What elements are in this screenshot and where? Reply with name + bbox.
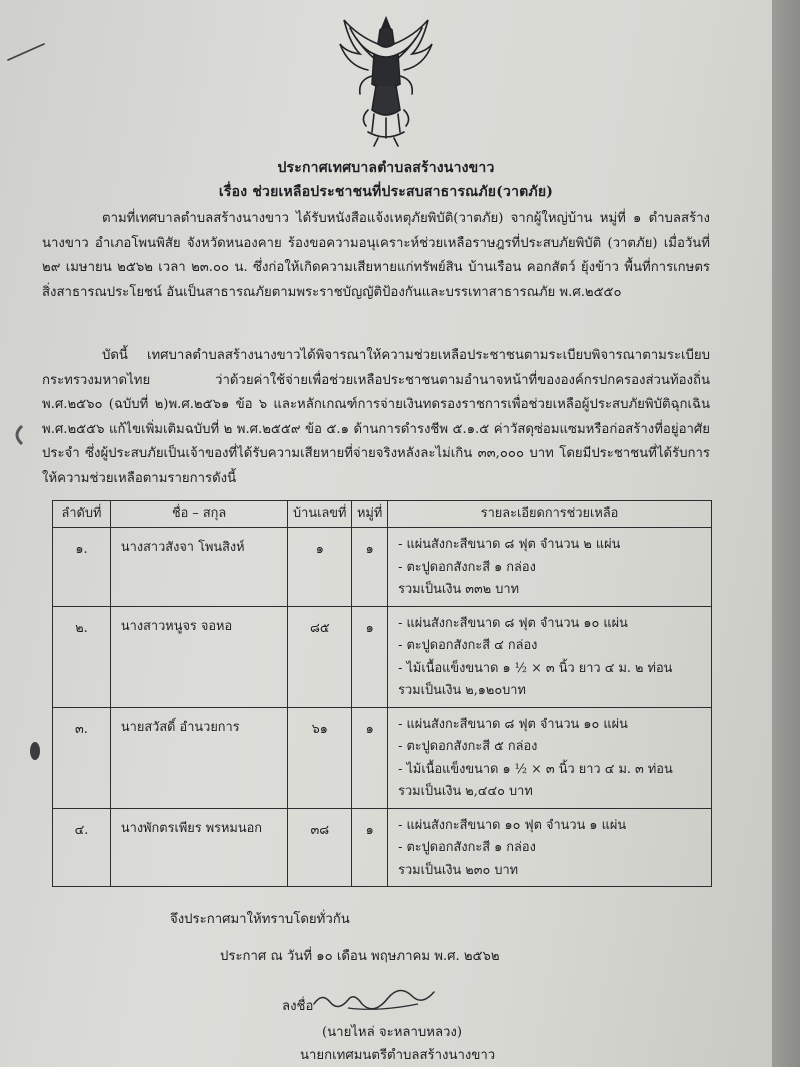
- row-house-no: ๑: [288, 528, 352, 607]
- row-assistance-detail: [388, 808, 712, 887]
- header-assistance-detail: รายละเอียดการช่วยเหลือ: [388, 501, 712, 528]
- signature-label: ลงชื่อ: [282, 999, 314, 1014]
- row-village-no: ๑: [352, 808, 388, 887]
- table-row: [53, 707, 712, 808]
- punch-hole-mark: [28, 740, 42, 762]
- paragraph-assistance: บัดนี้ เทศบาลตำบลสร้างนางขาวได้พิจารณาให้ความช่วยเหลือประชาชนตามระเบียบพิจารณาตามระเบียบกระทรวงมหาดไทย ว่าด้วยค่าใช้จ่ายเพื่อช่วยเหลือประชาชนตามอำนาจหน้าที่ขององค์กรปกครองส่วนท้องถิ่น พ.ศ.๒๕๖๐ (ฉบับที่ ๒)พ.ศ.๒๕๖๑ ข้อ ๖ และหลักเกณฑ์การจ่ายเงินทดรองราชการเพื่อช่วยเหลือผู้ประสบภัยพิบัติฉุกเฉิน พ.ศ.๒๕๕๖ แก้ไขเพิ่มเติมฉบับที่ ๒ พ.ศ.๒๕๕๙ ข้อ ๕.๑ ด้านการดำรงชีพ ๕.๑.๕ ค่าวัสดุซ่อมแซมหรือก่อสร้างที่อยู่อาศัยประจำ ซึ่งผู้ประสบภัยเป็นเจ้าของที่ได้รับความเสียหายที่จ่ายจริงหลังละไม่เกิน ๓๓,๐๐๐ บาท โดยมีประชาชนที่ได้รับการให้ความช่วยเหลือตามรายการดังนี้: [42, 348, 710, 486]
- detail-line: - แผ่นสังกะสีขนาด ๘ ฟุต จำนวน ๑๐ แผ่น: [398, 716, 628, 732]
- row-assistance-detail: [388, 707, 712, 808]
- table-header-row: [53, 501, 712, 528]
- punch-hole-mark: [10, 424, 24, 446]
- row-assistance-detail: [388, 528, 712, 607]
- garuda-emblem: [338, 14, 434, 148]
- detail-total: รวมเป็นเงิน ๒,๑๒๐บาท: [398, 683, 526, 698]
- header-house-no: บ้านเลขที่: [288, 501, 352, 528]
- row-village-no: ๑: [352, 528, 388, 607]
- detail-line: - แผ่นสังกะสีขนาด ๘ ฟุต จำนวน ๒ แผ่น: [398, 537, 621, 552]
- row-assistance-detail: [388, 606, 712, 707]
- detail-line: - ตะปูดอกสังกะสี ๕ กล่อง: [398, 739, 538, 754]
- announcement-date: ประกาศ ณ วันที่ ๑๐ เดือน พฤษภาคม พ.ศ. ๒๕๖๒: [220, 949, 500, 964]
- table-row: [53, 528, 712, 607]
- detail-line: - ตะปูดอกสังกะสี ๑ กล่อง: [398, 840, 536, 855]
- announcement-subject: เรื่อง ช่วยเหลือประชาชนที่ประสบสาธารณภัย(วาตภัย): [218, 184, 554, 200]
- row-full-name: นายสวัสดิ์ อำนวยการ: [110, 707, 287, 808]
- row-order-no: ๒.: [53, 606, 111, 707]
- detail-line: - ตะปูดอกสังกะสี ๔ กล่อง: [398, 638, 538, 653]
- detail-total: รวมเป็นเงิน ๒๓๐ บาท: [398, 862, 519, 878]
- row-order-no: ๔.: [53, 808, 111, 887]
- detail-total: รวมเป็นเงิน ๒,๔๔๐ บาท: [398, 784, 533, 799]
- paragraph-background: ตามที่เทศบาลตำบลสร้างนางขาว ได้รับหนังสือแจ้งเหตุภัยพิบัติ(วาตภัย) จากผู้ใหญ่บ้าน หมู่ที่ ๑ ตำบลสร้างนางขาว อำเภอโพนพิสัย จังหวัดหนองคาย ร้องขอความอนุเคราะห์ช่วยเหลือราษฎรที่ประสบภัยพิบัติ (วาตภัย) เมื่อวันที่ ๒๙ เมษายน ๒๕๖๒ เวลา ๒๓.๐๐ น. ซึ่งก่อให้เกิดความเสียหายแก่ทรัพย์สิน บ้านเรือน คอกสัตว์ ยุ้งข้าว พื้นที่การเกษตร สิ่งสาธารณประโยชน์ อันเป็นสาธารณภัยตามพระราชบัญญัติป้องกันและบรรเทาสาธารณภัย พ.ศ.๒๕๕๐: [42, 211, 710, 300]
- pen-stroke-mark: [6, 40, 46, 64]
- row-order-no: ๑.: [53, 528, 111, 607]
- signer-name: (นายไหล่ จะหลาบหลวง): [322, 1025, 463, 1040]
- header-order-no: ลำดับที่: [53, 501, 111, 528]
- row-village-no: ๑: [352, 707, 388, 808]
- detail-line: - ไม้เนื้อแข็งขนาด ๑ ½ × ๓ นิ้ว ยาว ๔ ม. ๓ ท่อน: [398, 761, 673, 777]
- row-full-name: นางสาวหนูจร จอหอ: [110, 606, 287, 707]
- detail-line: - แผ่นสังกะสีขนาด ๘ ฟุต จำนวน ๑๐ แผ่น: [398, 615, 628, 631]
- row-full-name: นางสาวสังจา โพนสิงห์: [110, 528, 287, 607]
- row-full-name: นางพักตรเพียร พรหมนอก: [110, 808, 287, 887]
- row-house-no: ๓๘: [288, 808, 352, 887]
- detail-total: รวมเป็นเงิน ๓๓๒ บาท: [398, 582, 520, 597]
- row-village-no: ๑: [352, 606, 388, 707]
- assistance-table: [52, 500, 712, 887]
- detail-line: - ตะปูดอกสังกะสี ๑ กล่อง: [398, 559, 536, 575]
- detail-line: - แผ่นสังกะสีขนาด ๑๐ ฟุต จำนวน ๑ แผ่น: [398, 817, 627, 833]
- signer-position: นายกเทศมนตรีตำบลสร้างนางขาว: [300, 1048, 496, 1063]
- page-edge-shadow: [772, 0, 800, 1067]
- row-house-no: ๖๑: [288, 707, 352, 808]
- table-row: [53, 606, 712, 707]
- handwritten-signature: [308, 978, 438, 1020]
- announcement-closing: จึงประกาศมาให้ทราบโดยทั่วกัน: [170, 912, 350, 927]
- header-village-no: หมู่ที่: [352, 501, 388, 528]
- announcement-title: ประกาศเทศบาลตำบลสร้างนางขาว: [277, 160, 495, 176]
- detail-line: - ไม้เนื้อแข็งขนาด ๑ ½ × ๓ นิ้ว ยาว ๔ ม. ๒ ท่อน: [398, 660, 673, 676]
- row-order-no: ๓.: [53, 707, 111, 808]
- table-row: [53, 808, 712, 887]
- row-house-no: ๘๕: [288, 606, 352, 707]
- header-full-name: ชื่อ – สกุล: [110, 501, 287, 528]
